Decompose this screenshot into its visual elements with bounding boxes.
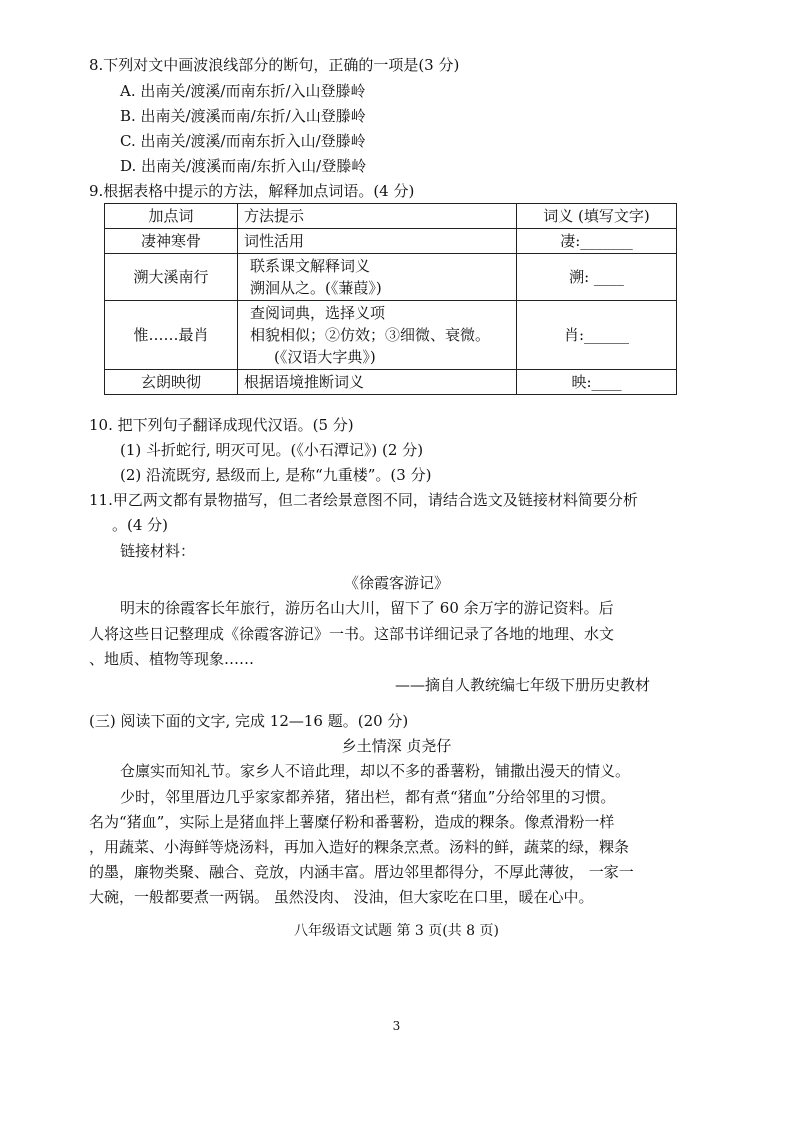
material-source: ——摘自人教统编七年级下册历史教材 — [395, 676, 651, 694]
q10-item-1: (1) 斗折蛇行, 明灭可见。(《小石潭记》) (2 分) — [120, 441, 424, 459]
q8-option-b: B. 出南关/渡溪而南/东折/入山登滕岭 — [120, 107, 366, 125]
q8-option-c: C. 出南关/渡溪/而南东折入山/登滕岭 — [120, 132, 366, 150]
hint-line: 查阅词典，选择义项 — [250, 304, 386, 322]
q10-item-2: (2) 沿流既穷, 悬级而上, 是称“九重楼”。(3 分) — [120, 466, 432, 484]
passage-line: 仓廪实而知礼节。家乡人不谙此理，却以不多的番薯粉，铺撒出漫天的情义。 — [120, 762, 631, 780]
header-hint: 方法提示 — [238, 204, 517, 229]
row-word: 惟……最肖 — [105, 301, 238, 370]
header-word: 加点词 — [105, 204, 238, 229]
row-word: 溯大溪南行 — [105, 254, 238, 301]
row-answer-blank: 溯: ____ — [517, 254, 677, 301]
hint-line: 相貌相似；②仿效；③细微、衰微。 — [250, 326, 491, 344]
passage-line: 的墨，廉物类聚、融合、竞放，内涵丰富。厝边邻里都得分，不厚此薄彼， 一家一 — [89, 863, 634, 881]
row-hint — [238, 301, 517, 370]
table-row — [105, 370, 677, 395]
section3-heading: (三) 阅读下面的文字, 完成 12—16 题。(20 分) — [89, 712, 409, 730]
row-answer-blank: 映:____ — [517, 370, 677, 395]
material-line: 人将这些日记整理成《徐霞客游记》一书。这部书详细记录了各地的地理、水文 — [89, 625, 615, 643]
row-word: 玄朗映彻 — [105, 370, 238, 395]
row-hint — [238, 370, 517, 395]
q8-option-d: D. 出南关/渡溪而南/东折入山/登滕岭 — [120, 157, 367, 175]
q11-stem: 11.甲乙两文都有景物描写，但二者绘景意图不同，请结合选文及链接材料简要分析 — [89, 491, 638, 509]
table-row — [105, 301, 677, 370]
material-title: 《徐霞客游记》 — [343, 574, 449, 592]
q8-option-a: A. 出南关/渡溪/而南东折/入山登滕岭 — [120, 82, 366, 100]
page-caption: 八年级语文试题 第 3 页(共 8 页) — [294, 923, 499, 939]
header-meaning: 词义 (填写文字) — [517, 204, 677, 229]
material-line: 、地质、植物等现象…… — [89, 650, 255, 668]
passage-line: 名为“猪血”，实际上是猪血拌上薯糜仔粉和番薯粉，造成的粿条。像煮滑粉一样 — [89, 813, 615, 831]
q9-stem: 9.根据表格中提示的方法，解释加点词语。(4 分) — [89, 182, 415, 200]
passage-line: 大碗，一般都要煮一两锅。 虽然没肉、 没油，但大家吃在口里，暖在心中。 — [89, 888, 594, 906]
q8-stem: 8.下列对文中画波浪线部分的断句，正确的一项是(3 分) — [89, 56, 460, 74]
vocab-table — [104, 203, 677, 395]
hint-line: 溯洄从之。(《蒹葭》) — [250, 279, 382, 297]
row-answer-blank: 肖:______ — [517, 301, 677, 370]
material-line: 明末的徐霞客长年旅行，游历名山大川，留下了 60 余万字的游记资料。后 — [120, 599, 614, 617]
table-row — [105, 229, 677, 254]
table-header-row — [105, 204, 677, 229]
passage-title: 乡土情深 贞尧仔 — [341, 737, 452, 755]
hint-line: 根据语境推断词义 — [244, 373, 365, 391]
row-hint — [238, 229, 517, 254]
link-material-label: 链接材料： — [120, 542, 196, 560]
page-number: 3 — [392, 1019, 401, 1033]
row-word: 凄神寒骨 — [105, 229, 238, 254]
row-answer-blank: 凄:_______ — [517, 229, 677, 254]
passage-line: 少时，邻里厝边几乎家家都养猪，猪出栏，都有煮“猪血”分给邻里的习惯。 — [120, 788, 616, 806]
hint-line: 联系课文解释词义 — [250, 257, 371, 275]
passage-line: ，用蔬菜、小海鲜等烧汤料，再加入造好的粿条烹煮。汤料的鲜，蔬菜的绿，粿条 — [89, 838, 630, 856]
hint-line: 词性活用 — [244, 232, 305, 250]
q11-stem-cont: 。(4 分) — [112, 516, 169, 534]
q10-stem: 10. 把下列句子翻译成现代汉语。(5 分) — [89, 416, 354, 434]
hint-line: (《汉语大字典》) — [274, 348, 376, 366]
table-row — [105, 254, 677, 301]
row-hint — [238, 254, 517, 301]
